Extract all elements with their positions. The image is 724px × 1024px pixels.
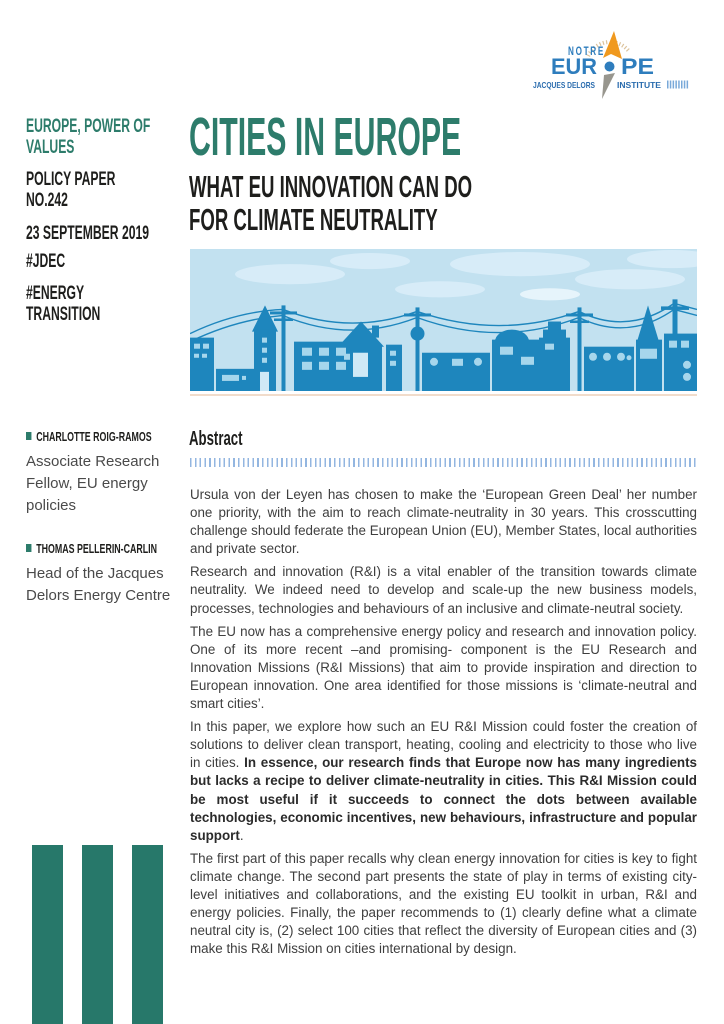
footer-bars — [32, 845, 163, 1024]
teal-bar — [82, 845, 113, 1024]
paper-number: POLICY PAPER NO.242 — [26, 169, 116, 211]
author-1 — [26, 428, 186, 517]
hashtag-energy-transition: #ENERGY TRANSITION — [26, 283, 101, 325]
page-subtitle — [189, 170, 513, 236]
author-bullet-icon — [26, 544, 31, 552]
abstract-paragraph: In this paper, we explore how such an EU R&I Mission could foster the creation of solutions to deliver clean transport, heating, cooling and electricity to those who live in cities. In essence, our research finds that Europe now has many ingredients but lacks a recipe to deliver climate-neutrality in cities. This R&I Mission could be most useful if it succeeds to connect the dots between available technologies, economic incentives, new behaviours, infrastructure and popular support. — [190, 719, 697, 843]
author-role: Head of the Jacques Delors Energy Centre — [26, 565, 171, 604]
page-subtitle-line2: FOR CLIMATE NEUTRALITY — [189, 202, 438, 237]
abstract-divider — [190, 458, 697, 467]
logo-wordmark-europe-right: PE — [621, 54, 654, 79]
abstract-paragraph: The first part of this paper recalls why clean energy innovation for cities is key to fight climate change. The second part presents the state of play in terms of existing city-level initiatives and collaborations, and the existing EU toolkit in urban, R&I and energy policies. Finally, the paper recommends to (1) clearly define what a climate neutral city is, (2) select 100 cities that reflect the diversity of European cities and (3) make this R&I Mission on cities international by design. — [190, 850, 697, 957]
illustration-accent-line — [190, 394, 697, 396]
author-name: THOMAS PELLERIN-CARLIN — [26, 540, 162, 558]
author-role: Associate Research Fellow, EU energy policies — [26, 453, 160, 514]
author-bullet-icon — [26, 432, 31, 440]
author-name: CHARLOTTE ROIG-RAMOS — [26, 428, 162, 446]
teal-bar — [132, 845, 163, 1024]
compass-needle-south-icon — [602, 73, 615, 99]
abstract-paragraph: Research and innovation (R&I) is a vital enabler of the transition towards climate neutrality. We indeed need to develop and scale-up the new business models, processes, technologies and behaviours of an inclusive and climate-neutral society. — [190, 564, 697, 616]
logo-tick-marks — [667, 81, 688, 89]
paper-date: 23 SEPTEMBER 2019 — [26, 223, 150, 244]
author-2 — [26, 540, 186, 607]
logo-wordmark-europe-left: EUR — [551, 54, 598, 79]
page-subtitle-line1: WHAT EU INNOVATION CAN DO — [189, 169, 473, 204]
abstract-paragraph: Ursula von der Leyen has chosen to make the ‘European Green Deal’ her number one priority, with the aim to reach climate-neutrality in 30 years. This crosscutting challenge should federate the European Union (EU), Member States, local authorities and private sector. — [190, 487, 697, 557]
notre-europe-logo — [531, 26, 691, 106]
logo-wordmark-notre: NOTRE — [568, 44, 605, 58]
hashtag-jdec: #JDEC — [26, 251, 66, 272]
compass-center-dot — [605, 62, 615, 72]
logo-graphic — [531, 26, 691, 106]
page-title: CITIES IN EUROPE — [189, 107, 462, 167]
abstract-body — [190, 486, 697, 963]
logo-jacques-delors: JACQUES DELORS — [533, 81, 596, 90]
abstract-heading: Abstract — [189, 428, 243, 450]
sidebar-tagline: EUROPE, POWER OF VALUES — [26, 116, 151, 158]
abstract-key-finding: In essence, our research finds that Europe now has many ingredients but lacks a recipe to deliver climate-neutrality in cities. This R&I Mission could be most useful if it succeeds to connect the dots between available technologies, economic incentives, new behaviours, infrastructure and popular support — [190, 755, 697, 843]
city-skyline-illustration — [190, 249, 697, 391]
logo-institute: INSTITUTE — [617, 81, 662, 90]
teal-bar — [32, 845, 63, 1024]
abstract-paragraph: The EU now has a comprehensive energy policy and research and innovation policy. One of its more recent –and promising- component is the EU Research and Innovation Missions (R&I Missions) that aim to provide inspiration and direction to European innovation. One area identified for those missions is ‘climate-neutral and smart cities’. — [190, 623, 697, 712]
